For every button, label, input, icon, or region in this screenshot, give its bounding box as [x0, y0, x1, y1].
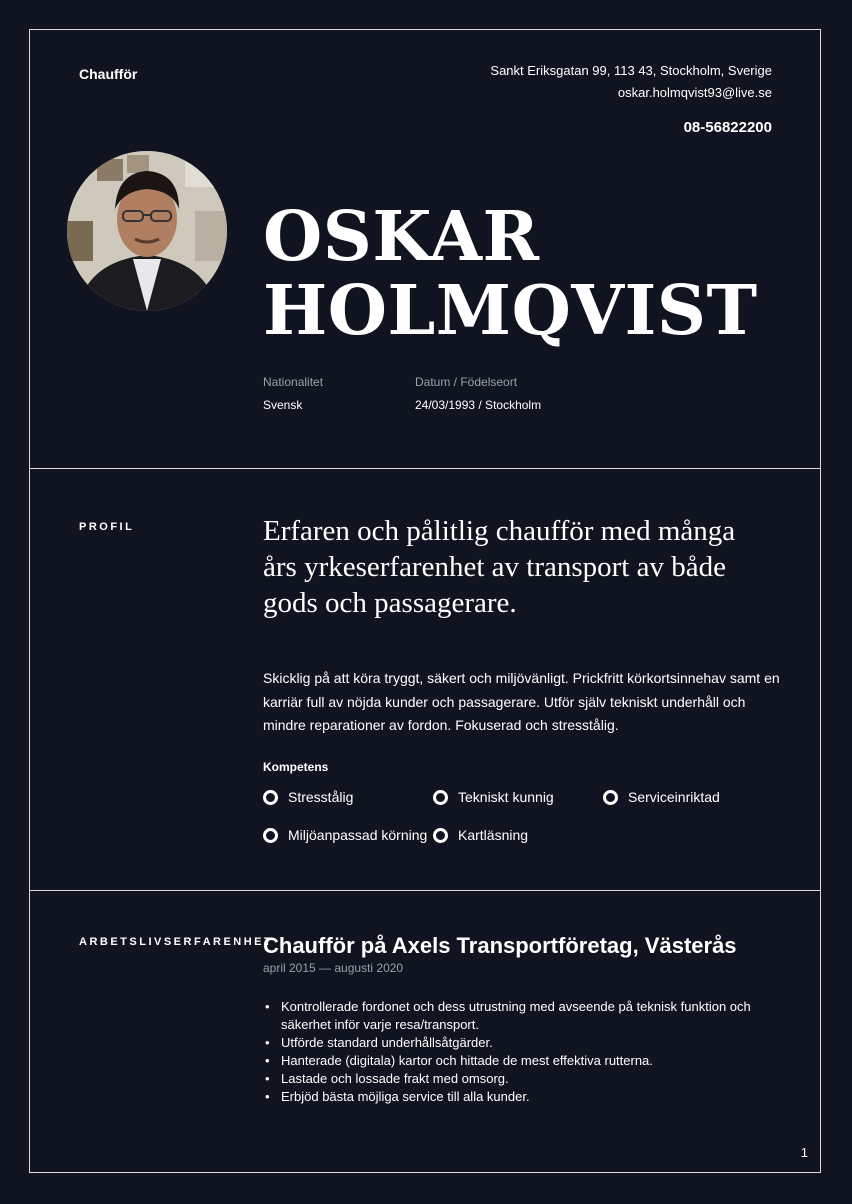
profile-photo: [67, 151, 227, 311]
circle-bullet-icon: [263, 828, 278, 843]
birth-value: 24/03/1993 / Stockholm: [415, 398, 542, 412]
resume-frame: [29, 29, 821, 1173]
circle-bullet-icon: [433, 828, 448, 843]
profile-heading: PROFIL: [79, 521, 135, 533]
skill-label: Serviceinriktad: [628, 789, 720, 805]
skill-item: [603, 789, 720, 805]
skill-item: [263, 789, 353, 805]
header-job-title: Chaufför: [79, 66, 138, 82]
list-item: • Utförde standard underhållsåtgärder.: [263, 1034, 773, 1052]
portrait-image: [67, 151, 227, 311]
skill-label: Miljöanpassad körning: [288, 827, 428, 843]
divider-top: [30, 468, 820, 469]
last-name: HOLMQVIST: [263, 271, 758, 351]
list-item: • Kontrollerade fordonet och dess utrustning med avseende på teknisk funktion och säkerhet inför varje resa/transport.: [263, 998, 773, 1034]
circle-bullet-icon: [263, 790, 278, 805]
skill-item: [433, 789, 554, 805]
list-item: • Lastade och lossade frakt med omsorg.: [263, 1070, 773, 1088]
nationality-value: Svensk: [263, 398, 303, 412]
list-item: • Hanterade (digitala) kartor och hittade de mest effektiva rutterna.: [263, 1052, 773, 1070]
skill-label: Stresstålig: [288, 789, 354, 805]
duties-list: [263, 998, 773, 1106]
nationality-label: Nationalitet: [263, 375, 324, 389]
birth-label: Datum / Födelseort: [415, 375, 518, 389]
address: Sankt Eriksgatan 99, 113 43, Stockholm, Sverige: [490, 63, 772, 78]
full-name: [263, 197, 758, 351]
phone: 08-56822200: [683, 119, 772, 136]
profile-lead: Erfaren och pålitlig chaufför med många års yrkeserfarenhet av transport av både gods och passagerare.: [263, 515, 736, 619]
first-name: OSKAR: [263, 197, 540, 277]
circle-bullet-icon: [433, 790, 448, 805]
profile-body: Skicklig på att köra tryggt, säkert och miljövänligt. Prickfritt körkortsinnehav samt en karriär full av nöjda kunder och passagerare. Utför själv tekniskt underhåll och mindre reparationer av fordon. Fokuserad och stresstålig.: [263, 670, 780, 733]
experience-heading: ARBETSLIVSERFARENHET: [79, 936, 274, 948]
skill-item: [263, 827, 427, 843]
divider-bottom: [30, 890, 820, 891]
skills-title: Kompetens: [263, 760, 329, 774]
page-number: 1: [800, 1145, 808, 1160]
job-dates: april 2015 — augusti 2020: [263, 961, 404, 975]
email: oskar.holmqvist93@live.se: [617, 85, 772, 100]
job-title: Chaufför på Axels Transportföretag, Västerås: [263, 933, 737, 958]
skill-label: Tekniskt kunnig: [458, 789, 554, 805]
circle-bullet-icon: [603, 790, 618, 805]
list-item: • Erbjöd bästa möjliga service till alla kunder.: [263, 1088, 773, 1106]
skill-item: [433, 827, 528, 843]
skill-label: Kartläsning: [458, 827, 529, 843]
